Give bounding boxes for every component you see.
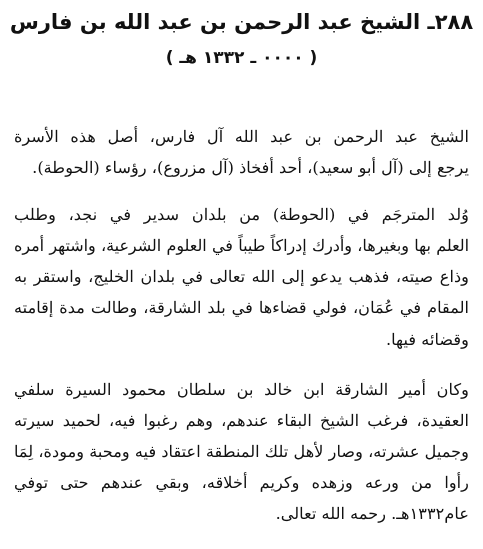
text-line: وُلد المترجَم في (الحوطة) من بلدان سدير في نجد، وطلب [14,205,469,224]
text-line: المقام في عُمَان، فولي قضاءها في بلد الشارقة، وطالت مدة إقامته [14,298,469,317]
text-line: رأوا من ورعه وزهده وكريم أخلاقه، وبقي عندهم حتى توفي [14,473,469,492]
text-line: العقيدة، فرغب الشيخ البقاء عندهم، وهم رغبوا فيه، لحميد سيرته [14,411,469,430]
text-line: يرجع إلى (آل أبو سعيد)، أحد أفخاذ (آل مزروع)، رؤساء (الحوطة). [32,158,469,177]
text-line: العلم بها وبغيرها، وأدرك إدراكاً طيباً في العلوم الشرعية، واشتهر أمره [14,236,469,255]
entry-dates: ( ٠٠٠٠ ـ ١٣٣٢ هـ ) [165,48,318,68]
text-line: وجميل عشرته، وصار لأهل تلك المنطقة اعتقاد فيه ومحبة ومودة، لِمَا [13,442,469,461]
text-line: عام١٣٣٢هـ. رحمه الله تعالى. [275,504,469,523]
text-line: وقضائه فيها. [385,330,469,349]
text-line: وكان أمير الشارقة ابن خالد بن سلطان محمود السيرة سلفي [14,380,469,399]
entry-title: ٢٨٨ـ الشيخ عبد الرحمن بن عبد الله بن فارس [9,10,474,34]
text-line: وذاع صيته، فذهب يدعو إلى الله تعالى في بلدان الخليج، واستقر به [14,267,469,286]
text-line: الشيخ عبد الرحمن بن عبد الله آل فارس، أصل هذه الأسرة [14,127,469,146]
